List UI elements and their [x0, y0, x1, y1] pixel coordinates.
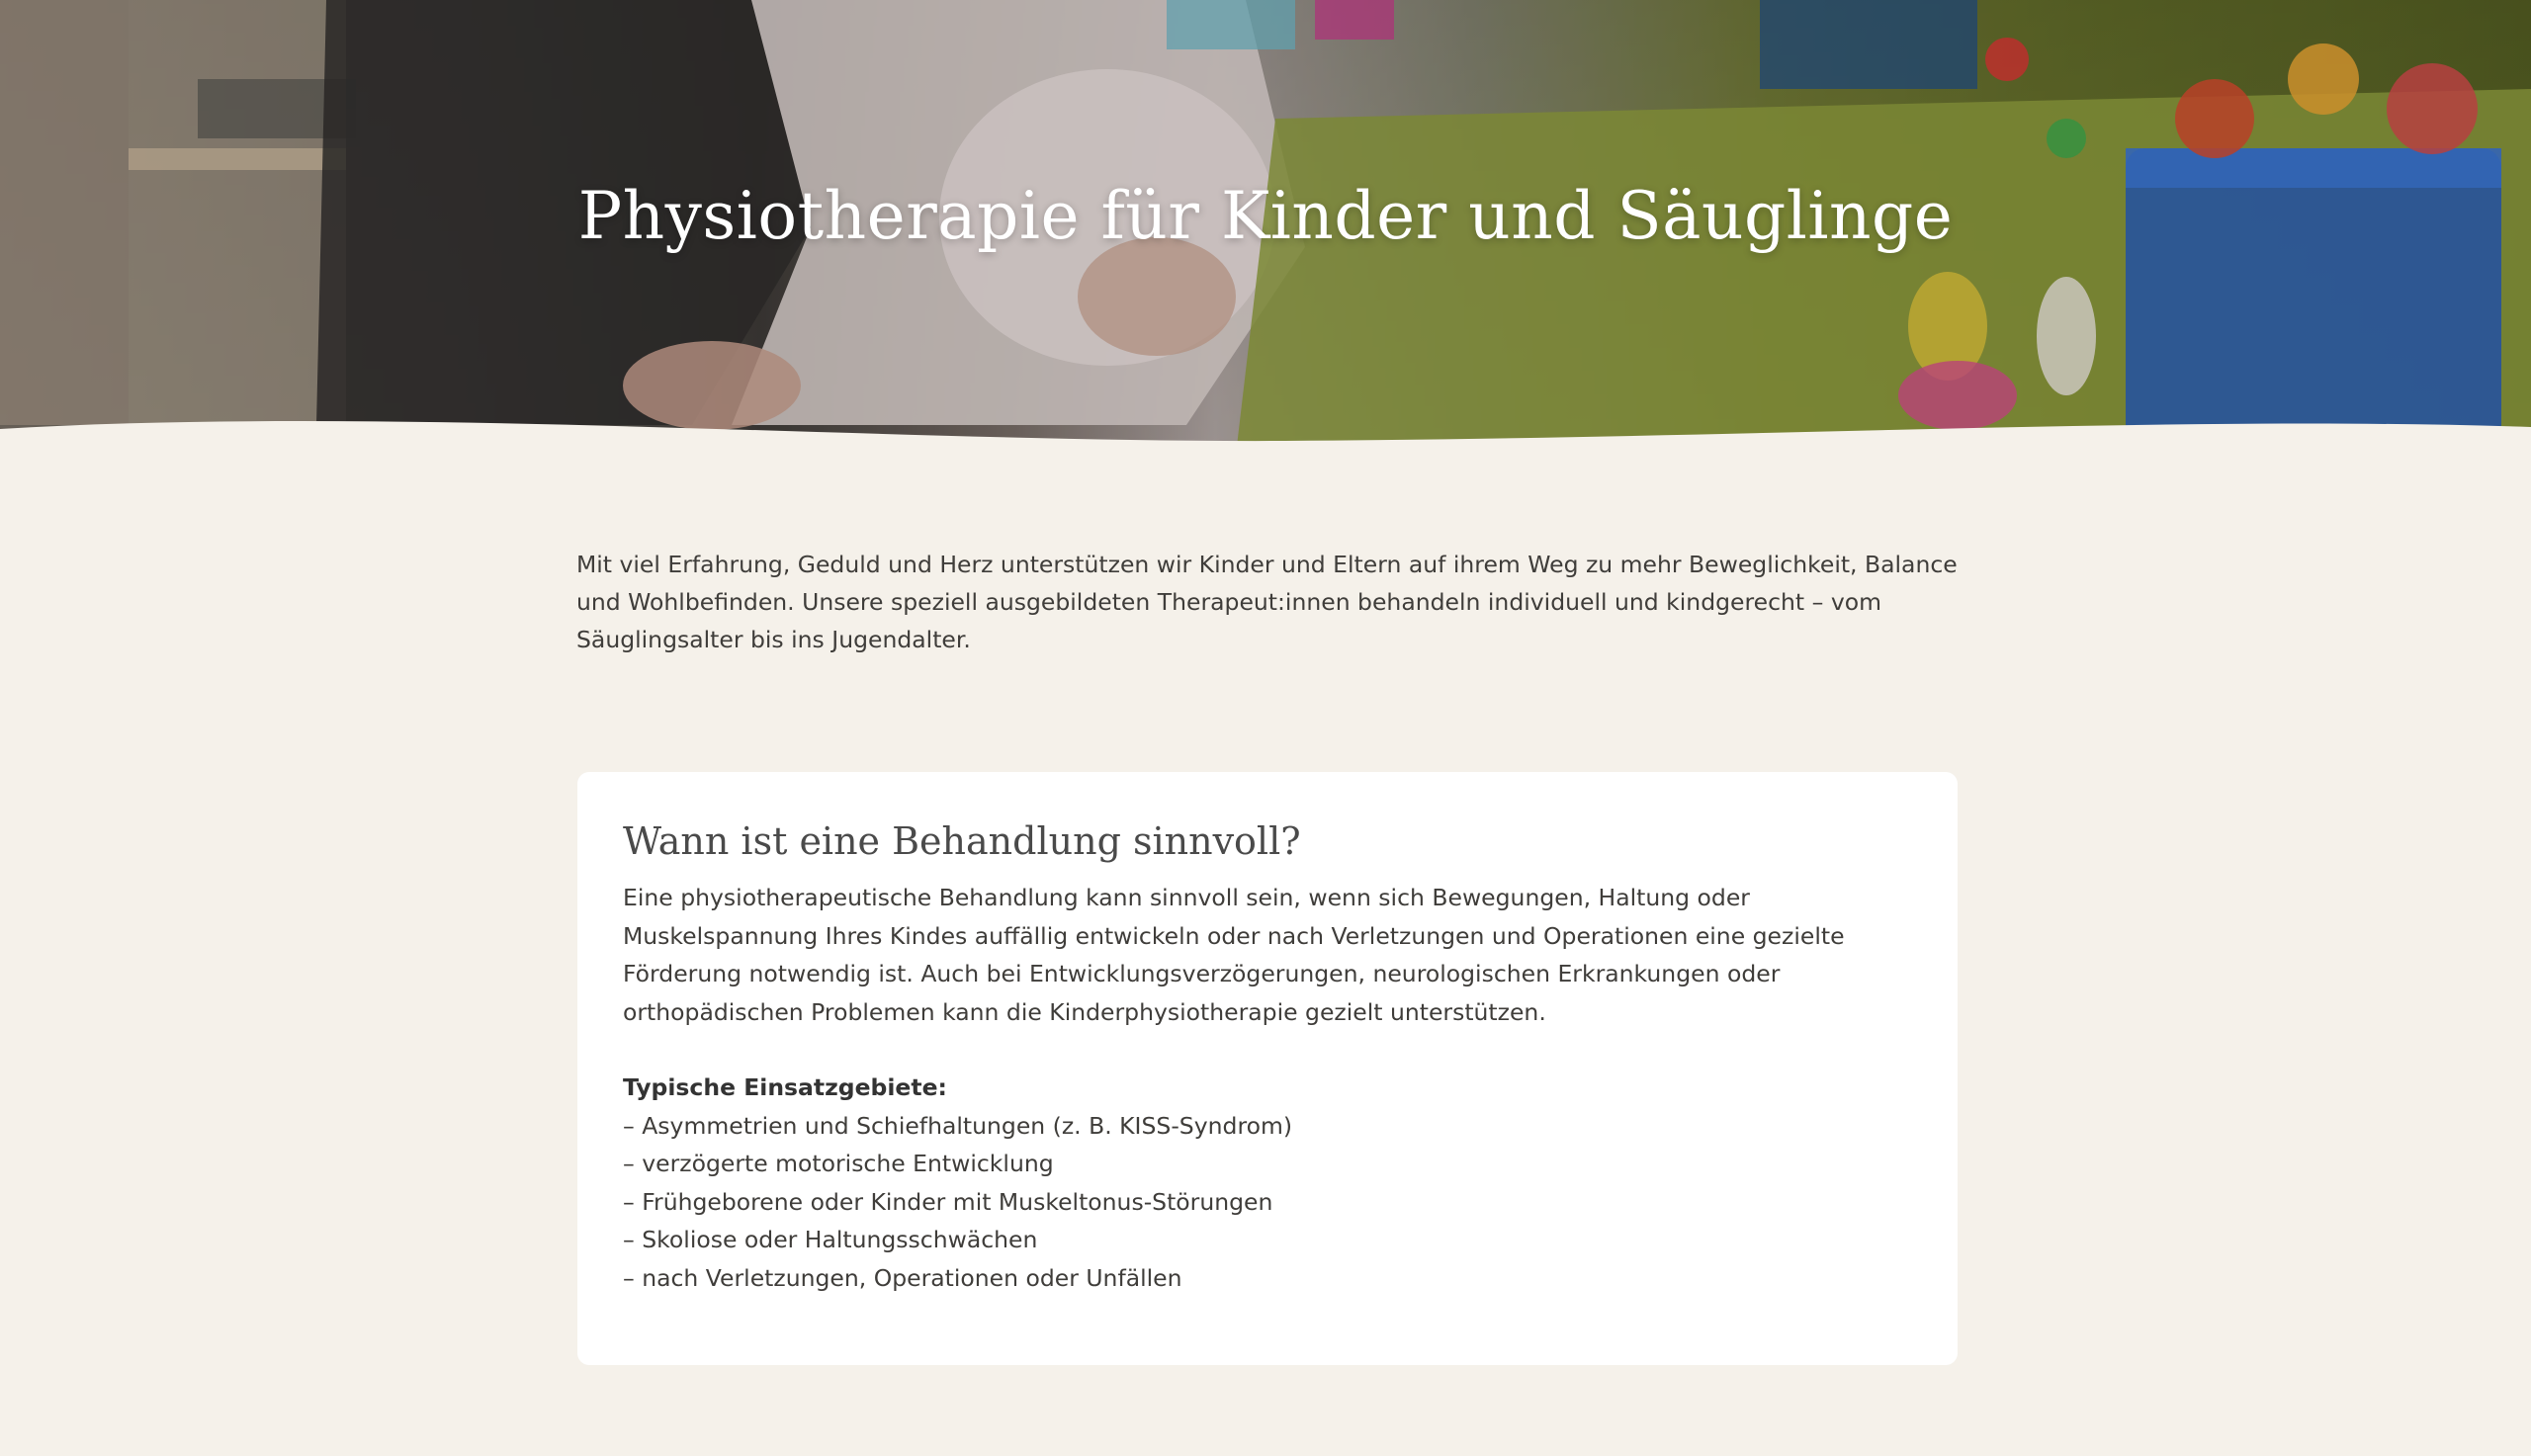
indication-list [623, 1107, 1912, 1298]
list-item: – Asymmetrien und Schiefhaltungen (z. B. KISS-Syndrom) [623, 1111, 1293, 1140]
list-item: – nach Verletzungen, Operationen oder Unfällen [623, 1263, 1182, 1292]
card-subheading: Typische Einsatzgebiete: [623, 1073, 947, 1101]
card-heading: Wann ist eine Behandlung sinnvoll? [623, 819, 1301, 863]
list-item: – verzögerte motorische Entwicklung [623, 1150, 1054, 1177]
treatment-info-card [577, 772, 1958, 1365]
card-paragraph: Eine physiotherapeutische Behandlung kann sinnvoll sein, wenn sich Bewegungen, Haltung oder Muskelspannung Ihres Kindes auffällig entwickeln oder nach Verletzungen und Operationen eine gezielte Förderung notwendig ist. Auch bei Entwicklungsverzögerungen, neurologischen Erkrankungen oder orthopädischen Problemen kann die Kinderphysiotherapie gezielt unterstützen. [623, 884, 1845, 1026]
intro-paragraph: Mit viel Erfahrung, Geduld und Herz unterstützen wir Kinder und Eltern auf ihrem Weg zu mehr Beweglichkeit, Balance und Wohlbefinden. Unsere speziell ausgebildeten Therapeut:innen behandeln individuell und kindgerecht – vom Säuglingsalter bis ins Jugendalter. [576, 551, 1958, 653]
list-item: – Frühgeborene oder Kinder mit Muskeltonus-Störungen [623, 1187, 1273, 1216]
hero-banner [0, 0, 2531, 455]
list-item: – Skoliose oder Haltungsschwächen [623, 1226, 1038, 1253]
hero-wave-divider [0, 405, 2531, 455]
page-title: Physiotherapie für Kinder und Säuglinge [577, 178, 1954, 254]
